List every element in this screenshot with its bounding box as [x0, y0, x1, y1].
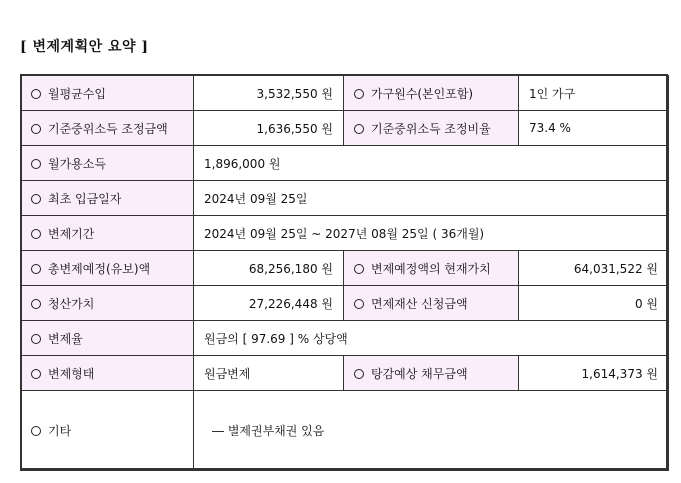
value-cell: 0 원: [519, 286, 669, 321]
label-cell: 기타: [21, 391, 194, 471]
value-cell: 2024년 09월 25일: [194, 181, 669, 216]
circle-bullet-icon: [354, 124, 364, 134]
circle-bullet-icon: [31, 369, 41, 379]
table-border-top: [20, 74, 668, 76]
circle-bullet-icon: [354, 299, 364, 309]
value-cell: 1인 가구: [519, 76, 669, 111]
label-cell: 변제율: [21, 321, 194, 356]
circle-bullet-icon: [31, 89, 41, 99]
value-cell: 2024년 09월 25일 ~ 2027년 08월 25일 ( 36개월): [194, 216, 669, 251]
table-row: [21, 321, 669, 356]
value-cell: ― 별제권부채권 있음: [194, 391, 669, 471]
table-row: [21, 181, 669, 216]
circle-bullet-icon: [31, 124, 41, 134]
table-row: [21, 391, 669, 471]
value-cell: 27,226,448 원: [194, 286, 344, 321]
value-cell: 1,636,550 원: [194, 111, 344, 146]
label-cell: 탕감예상 채무금액: [344, 356, 519, 391]
circle-bullet-icon: [31, 426, 41, 436]
circle-bullet-icon: [31, 299, 41, 309]
circle-bullet-icon: [31, 229, 41, 239]
table-border-left: [20, 75, 22, 470]
circle-bullet-icon: [354, 369, 364, 379]
label-cell: 기준중위소득 조정금액: [21, 111, 194, 146]
label-cell: 변제예정액의 현재가치: [344, 251, 519, 286]
label-cell: 총변제예정(유보)액: [21, 251, 194, 286]
value-cell: 1,614,373 원: [519, 356, 669, 391]
circle-bullet-icon: [31, 334, 41, 344]
circle-bullet-icon: [354, 89, 364, 99]
value-cell: 1,896,000 원: [194, 146, 669, 181]
label-cell: 면제재산 신청금액: [344, 286, 519, 321]
label-cell: 가구원수(본인포함): [344, 76, 519, 111]
label-cell: 변제형태: [21, 356, 194, 391]
table-row: [21, 251, 669, 286]
table-row: [21, 76, 669, 111]
value-cell: 73.4 %: [519, 111, 669, 146]
value-cell: 3,532,550 원: [194, 76, 344, 111]
circle-bullet-icon: [31, 194, 41, 204]
summary-table: [20, 75, 669, 471]
table-border-bottom: [20, 468, 668, 470]
label-cell: 기준중위소득 조정비율: [344, 111, 519, 146]
circle-bullet-icon: [31, 159, 41, 169]
label-cell: 청산가치: [21, 286, 194, 321]
circle-bullet-icon: [31, 264, 41, 274]
value-cell: 원금의 [ 97.69 ] % 상당액: [194, 321, 669, 356]
table-row: [21, 216, 669, 251]
table-row: [21, 356, 669, 391]
table-border-right: [666, 75, 668, 470]
label-cell: 최초 입금일자: [21, 181, 194, 216]
value-cell: 64,031,522 원: [519, 251, 669, 286]
label-cell: 월가용소득: [21, 146, 194, 181]
label-cell: 월평균수입: [21, 76, 194, 111]
table-row: [21, 111, 669, 146]
page-title: [ 변제계획안 요약 ]: [20, 39, 149, 55]
circle-bullet-icon: [354, 264, 364, 274]
value-cell: 원금변제: [194, 356, 344, 391]
value-cell: 68,256,180 원: [194, 251, 344, 286]
table-row: [21, 286, 669, 321]
table-row: [21, 146, 669, 181]
label-cell: 변제기간: [21, 216, 194, 251]
